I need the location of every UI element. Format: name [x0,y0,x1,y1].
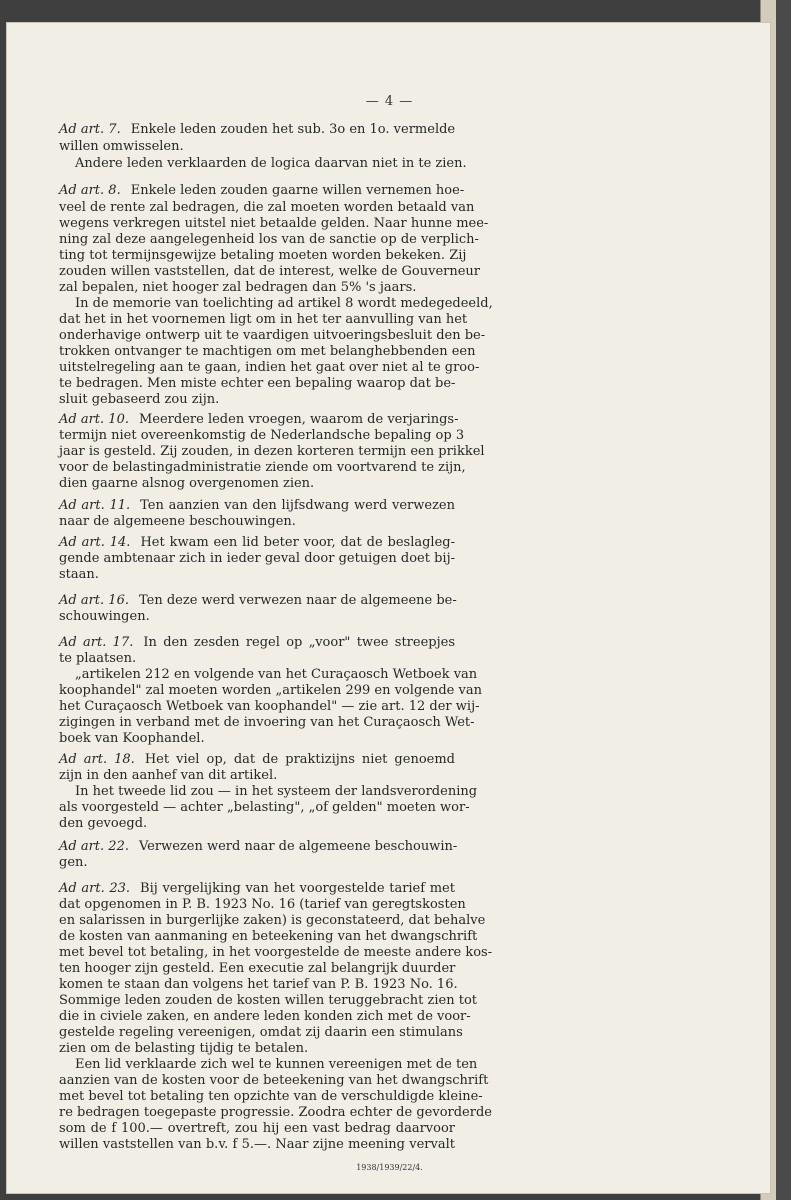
text-line [59,328,486,343]
text-line [59,768,455,783]
article-heading-line [59,122,455,137]
line-text: te plaatsen. [59,651,137,666]
text-line [59,855,455,870]
line-text: ting tot termijnsgewijze betaling moeten worden bekeken. Zij [59,248,467,263]
line-text: Sommige leden zouden de kosten willen teruggebracht zien tot [59,993,477,1008]
text-line [59,248,467,263]
article-heading-line [59,412,459,427]
text-line [59,651,455,666]
line-text: uitstelregeling aan te gaan, indien het gaat over niet al te groo- [59,360,480,375]
line-text: trokken ontvanger te machtigen om met belanghebbenden een [59,344,476,359]
article-heading-line [59,535,455,550]
line-text: zien om de belasting tijdig te betalen. [59,1041,309,1056]
article-reference: Ad art. 11. [59,498,131,513]
document-page [6,22,771,1194]
line-text: voor de belastingadministratie ziende om voortvarend te zijn, [59,460,466,475]
line-text: Enkele leden zouden het sub. 3o en 1o. vermelde [130,122,456,137]
line-text: Verwezen werd naar de algemeene beschouwin- [138,839,458,854]
text-line [59,344,476,359]
text-line [75,296,493,311]
article-reference: Ad art. 7. [59,122,121,137]
line-text: met bevel tot betaling, in het voorgestelde de meeste andere kos- [59,945,493,960]
line-text: Een lid verklaarde zich wel te kunnen vereenigen met de ten [75,1057,478,1072]
text-line [59,731,455,746]
line-text: sluit gebaseerd zou zijn. [59,392,220,407]
line-text: die in civiele zaken, en andere leden konden zich met de voor- [59,1009,471,1024]
text-line [59,929,478,944]
line-text: In den zesden regel op „voor" twee streepjes [143,635,455,650]
line-text: dien gaarne alsnog overgenomen zien. [59,476,315,491]
line-text: schouwingen. [59,609,150,624]
line-text: te bedragen. Men miste echter een bepaling waarop dat be- [59,376,456,391]
text-line [59,1041,455,1056]
line-text: Ten deze werd verwezen naar de algemeene be- [138,593,457,608]
text-line [59,1073,489,1088]
article-heading-line [59,635,455,650]
text-line [59,460,466,475]
article-heading-line [59,183,465,198]
text-line [59,567,455,582]
text-line [59,1121,455,1136]
text-line [59,551,455,566]
line-text: Bij vergelijking van het voorgestelde tarief met [140,881,455,896]
line-text: ten hooger zijn gesteld. Een executie zal belangrijk duurder [59,961,456,976]
text-line [75,1057,478,1072]
text-line [75,784,478,799]
article-heading-line [59,593,455,608]
line-text: dat opgenomen in P. B. 1923 No. 16 (tarief van geregtskosten [59,897,466,912]
line-text: komen te staan dan volgens het tarief van P. B. 1923 No. 16. [59,977,458,992]
article-heading-line [59,498,455,513]
line-text: wegens verkregen uitstel niet betaalde gelden. Naar hunne mee- [59,216,489,231]
article-reference: Ad art. 17. [59,635,134,650]
line-text: Andere leden verklaarden de logica daarvan niet in te zien. [75,156,467,171]
text-line [59,376,455,391]
article-reference: Ad art. 14. [59,535,131,550]
line-text: en salarissen in burgerlijke zaken) is geconstateerd, dat behalve [59,913,486,928]
text-line [59,1137,455,1152]
text-line [59,280,455,295]
article-heading-line [59,752,455,767]
line-text: met bevel tot betaling ten opzichte van de verschuldigde kleine- [59,1089,483,1104]
line-text: boek van Koophandel. [59,731,205,746]
article-reference: Ad art. 22. [59,839,129,854]
line-text: willen vaststellen van b.v. f 5.—. Naar zijne meening vervalt [59,1137,455,1152]
line-text: dat het in het voornemen ligt om in het ter aanvulling van het [59,312,468,327]
line-text: gen. [59,855,88,870]
text-line [59,816,455,831]
line-text: som de f 100.— overtreft, zou hij een vast bedrag daarvoor [59,1121,455,1136]
text-line [59,514,455,529]
line-text: zigingen in verband met de invoering van het Curaçaosch Wet- [59,715,475,730]
line-text: staan. [59,567,99,582]
line-text: willen omwisselen. [59,139,184,154]
line-text: zijn in den aanhef van dit artikel. [59,768,278,783]
text-line [59,428,465,443]
line-text: Het viel op, dat de praktizijns niet genoemd [144,752,455,767]
text-line [59,360,480,375]
text-line [59,232,479,247]
text-line [59,264,481,279]
article-reference: Ad art. 8. [59,183,121,198]
line-text: Enkele leden zouden gaarne willen vernemen hoe- [130,183,465,198]
line-text: Ten aanzien van den lijfsdwang werd verwezen [140,498,455,513]
article-heading-line [59,881,455,896]
text-line [59,699,480,714]
line-text: Het kwam een lid beter voor, dat de beslagleg- [140,535,455,550]
footer-code: 1938/1939/22/4. [356,1163,423,1172]
text-line [59,1009,471,1024]
text-line [59,312,468,327]
text-line [59,993,477,1008]
line-text: veel de rente zal bedragen, die zal moeten worden betaald van [59,200,475,215]
line-text: zal bepalen, niet hooger zal bedragen dan 5% 's jaars. [59,280,417,295]
line-text: „artikelen 212 en volgende van het Curaçaosch Wetboek van [75,667,478,682]
article-reference: Ad art. 18. [59,752,135,767]
text-line [59,1105,492,1120]
line-text: het Curaçaosch Wetboek van koophandel" — zie art. 12 der wij- [59,699,480,714]
article-reference: Ad art. 10. [59,412,129,427]
text-line [59,945,493,960]
line-text: gestelde regeling vereenigen, omdat zij daarin een stimulans [59,1025,463,1040]
text-line [59,200,475,215]
line-text: re bedragen toegepaste progressie. Zoodra echter de gevorderde [59,1105,492,1120]
text-line [59,977,458,992]
text-line [59,139,455,154]
line-text: naar de algemeene beschouwingen. [59,514,296,529]
line-text: Meerdere leden vroegen, waarom de verjarings- [138,412,459,427]
text-line [59,476,455,491]
text-line [59,444,485,459]
line-text: gende ambtenaar zich in ieder geval door getuigen doet bij- [59,551,455,566]
text-line [59,392,455,407]
article-heading-line [59,839,458,854]
text-line [59,913,486,928]
text-line [59,1089,483,1104]
line-text: jaar is gesteld. Zij zouden, in dezen korteren termijn een prikkel [59,444,485,459]
line-text: termijn niet overeenkomstig de Nederlandsche bepaling op 3 [59,428,465,443]
text-line [75,667,478,682]
line-text: den gevoegd. [59,816,148,831]
line-text: de kosten van aanmaning en beteekening van het dwangschrift [59,929,478,944]
text-line [59,897,466,912]
line-text: ning zal deze aangelegenheid los van de sanctie op de verplich- [59,232,479,247]
line-text: In het tweede lid zou — in het systeem der landsverordening [75,784,478,799]
text-line [75,156,467,171]
text-line [59,216,489,231]
line-text: aanzien van de kosten voor de beteekening van het dwangschrift [59,1073,489,1088]
line-text: onderhavige ontwerp uit te vaardigen uitvoeringsbesluit den be- [59,328,486,343]
line-text: als voorgesteld — achter „belasting", „of gelden" moeten wor- [59,800,470,815]
text-line [59,800,470,815]
article-reference: Ad art. 23. [59,881,131,896]
line-text: zouden willen vaststellen, dat de interest, welke de Gouverneur [59,264,481,279]
text-line [59,609,455,624]
text-line [59,683,482,698]
text-line [59,715,475,730]
text-line [59,961,455,976]
article-reference: Ad art. 16. [59,593,129,608]
text-line [59,1025,463,1040]
line-text: In de memorie van toelichting ad artikel 8 wordt medegedeeld, [75,296,493,311]
page-number: — 4 — [365,94,414,109]
book-spine [776,0,791,1200]
line-text: koophandel" zal moeten worden „artikelen 299 en volgende van [59,683,482,698]
